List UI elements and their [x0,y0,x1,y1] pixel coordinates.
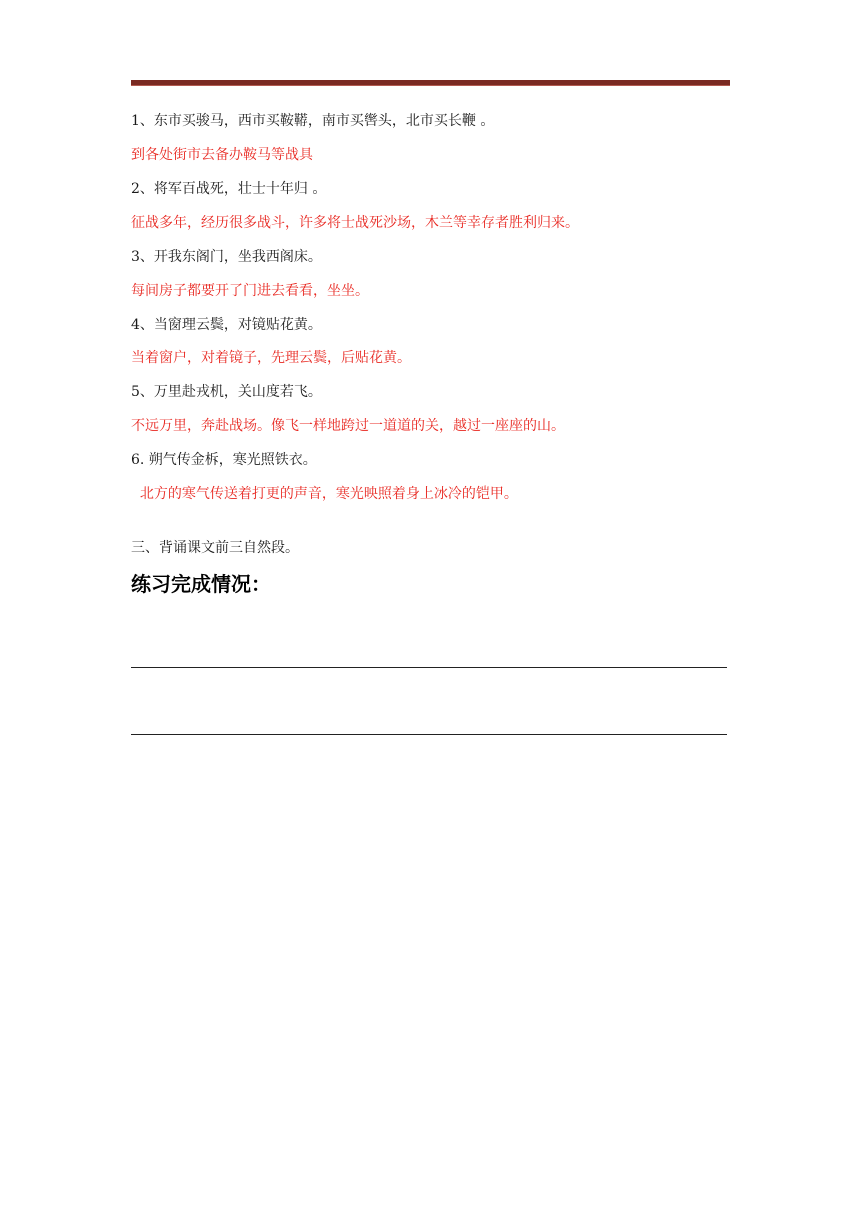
recite-instruction: 三、背诵课文前三自然段。 [131,540,299,556]
question-3: 3、开我东阁门，坐我西阁床。 [131,249,322,265]
answer-4: 当着窗户，对着镜子，先理云鬓，后贴花黄。 [131,350,411,366]
blank-answer-line-1 [131,667,727,668]
header-rule [131,80,730,86]
answer-1: 到各处街市去备办鞍马等战具 [131,147,313,163]
question-4: 4、当窗理云鬓，对镜贴花黄。 [131,317,322,333]
blank-answer-line-2 [131,734,727,735]
answer-2: 征战多年，经历很多战斗，许多将士战死沙场，木兰等幸存者胜利归来。 [131,215,579,231]
answer-5: 不远万里，奔赴战场。像飞一样地跨过一道道的关，越过一座座的山。 [131,418,565,434]
question-6: 6. 朔气传金柝，寒光照铁衣。 [131,452,317,468]
question-1: 1、东市买骏马，西市买鞍鞯，南市买辔头，北市买长鞭 。 [131,113,495,129]
practice-heading: 练习完成情况： [131,572,271,596]
answer-6: 北方的寒气传送着打更的声音，寒光映照着身上冰冷的铠甲。 [131,486,518,502]
answer-3: 每间房子都要开了门进去看看，坐坐。 [131,283,369,299]
question-5: 5、万里赴戎机，关山度若飞。 [131,384,322,400]
question-2: 2、将军百战死，壮士十年归 。 [131,181,327,197]
